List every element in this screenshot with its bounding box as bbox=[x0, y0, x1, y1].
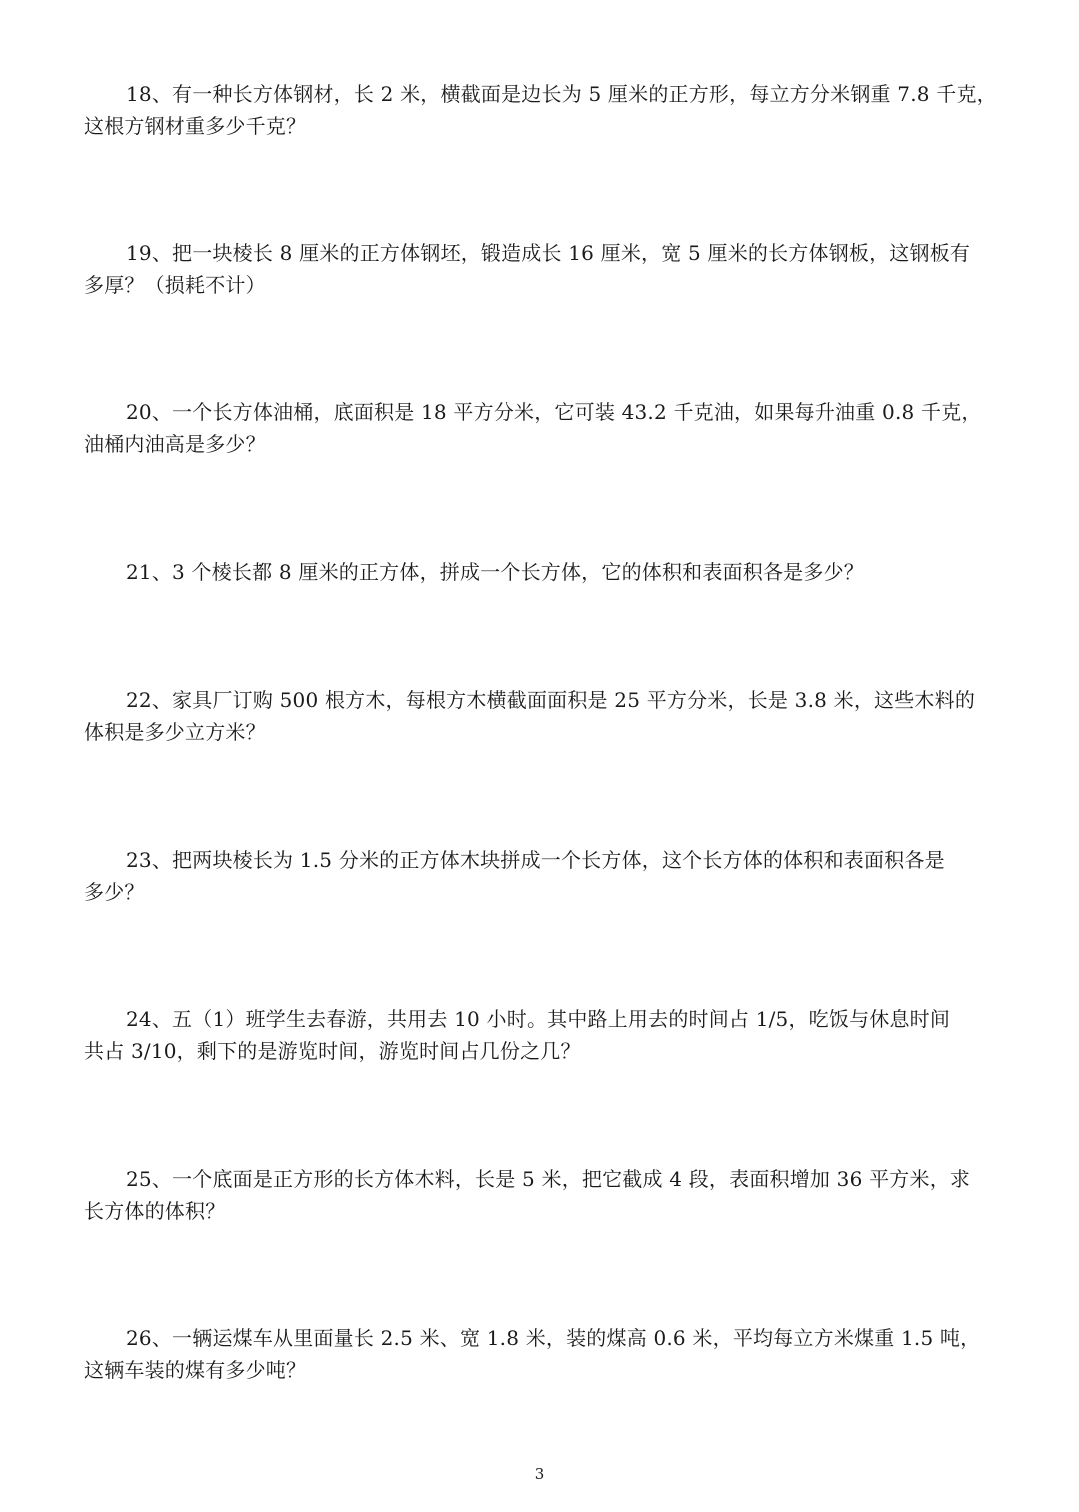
problem-text-line: 25、一个底面是正方形的长方体木料，长是 5 米，把它截成 4 段，表面积增加 36 平方米，求 bbox=[126, 1167, 971, 1191]
problem-text-line: 这辆车装的煤有多少吨？ bbox=[84, 1358, 307, 1382]
problem-text-line: 多少？ bbox=[84, 880, 145, 904]
problem-text-line: 21、3 个棱长都 8 厘米的正方体，拼成一个长方体，它的体积和表面积各是多少？ bbox=[126, 560, 864, 584]
problem-24 bbox=[84, 1003, 1004, 1067]
problem-text-line: 多厚？（损耗不计） bbox=[84, 273, 266, 297]
problem-18 bbox=[84, 78, 1004, 142]
problem-23 bbox=[84, 844, 1004, 908]
problem-26 bbox=[84, 1322, 1004, 1386]
page-number: 3 bbox=[534, 1465, 545, 1483]
problem-text-line: 19、把一块棱长 8 厘米的正方体钢坯，锻造成长 16 厘米，宽 5 厘米的长方体钢板，这钢板有 bbox=[126, 241, 971, 265]
problem-text-line: 油桶内油高是多少？ bbox=[84, 432, 266, 456]
problem-19 bbox=[84, 237, 1004, 301]
problem-text-line: 这根方钢材重多少千克？ bbox=[84, 114, 307, 138]
problem-text-line: 26、一辆运煤车从里面量长 2.5 米、宽 1.8 米，装的煤高 0.6 米，平均每立方米煤重 1.5 吨， bbox=[126, 1326, 981, 1350]
problem-text-line: 24、五（1）班学生去春游，共用去 10 小时。其中路上用去的时间占 1/5，吃饭与休息时间 bbox=[126, 1007, 951, 1031]
problem-25 bbox=[84, 1163, 1004, 1227]
problem-20 bbox=[84, 396, 1004, 460]
problem-text-line: 18、有一种长方体钢材，长 2 米，横截面是边长为 5 厘米的正方形，每立方分米钢重 7.8 千克， bbox=[126, 82, 997, 106]
problem-text-line: 20、一个长方体油桶，底面积是 18 平方分米，它可装 43.2 千克油，如果每升油重 0.8 千克， bbox=[126, 400, 982, 424]
problem-21 bbox=[84, 556, 1004, 588]
problem-text-line: 22、家具厂订购 500 根方木，每根方木横截面面积是 25 平方分米，长是 3.8 米，这些木料的 bbox=[126, 688, 976, 712]
problem-22 bbox=[84, 684, 1004, 748]
problem-text-line: 长方体的体积？ bbox=[84, 1199, 226, 1223]
problem-text-line: 23、把两块棱长为 1.5 分米的正方体木块拼成一个长方体，这个长方体的体积和表面积各是 bbox=[126, 848, 945, 872]
problem-text-line: 共占 3/10，剩下的是游览时间，游览时间占几份之几？ bbox=[84, 1039, 581, 1063]
problem-text-line: 体积是多少立方米？ bbox=[84, 720, 266, 744]
